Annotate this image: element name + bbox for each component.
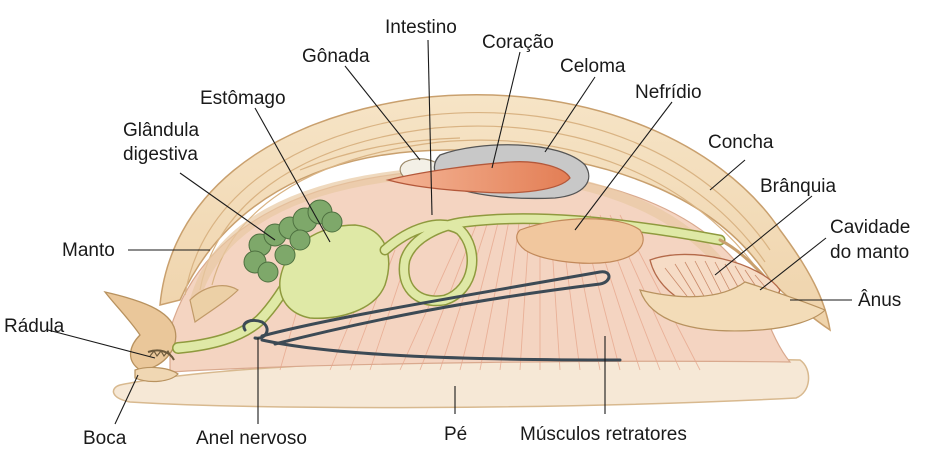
- label-cavidade-line2: do manto: [830, 242, 910, 263]
- label-musculos: Músculos retratores: [520, 424, 687, 445]
- label-estomago: Estômago: [200, 88, 286, 109]
- label-radula: Rádula: [4, 316, 65, 337]
- label-branquia: Brânquia: [760, 176, 837, 197]
- label-nefridio: Nefrídio: [635, 82, 702, 103]
- label-glandula-line1: Glândula: [123, 120, 200, 141]
- label-anel-nervoso: Anel nervoso: [196, 428, 307, 449]
- label-gonada: Gônada: [302, 46, 370, 67]
- label-cavidade-line1: Cavidade: [830, 217, 911, 238]
- label-celoma: Celoma: [560, 56, 626, 77]
- label-manto: Manto: [62, 240, 115, 261]
- label-boca: Boca: [83, 428, 127, 449]
- label-glandula-line2: digestiva: [123, 144, 198, 165]
- label-intestino: Intestino: [385, 17, 457, 38]
- label-pe: Pé: [444, 424, 468, 445]
- label-concha: Concha: [708, 132, 774, 153]
- label-anus: Ânus: [858, 290, 902, 311]
- label-coracao: Coração: [482, 32, 554, 53]
